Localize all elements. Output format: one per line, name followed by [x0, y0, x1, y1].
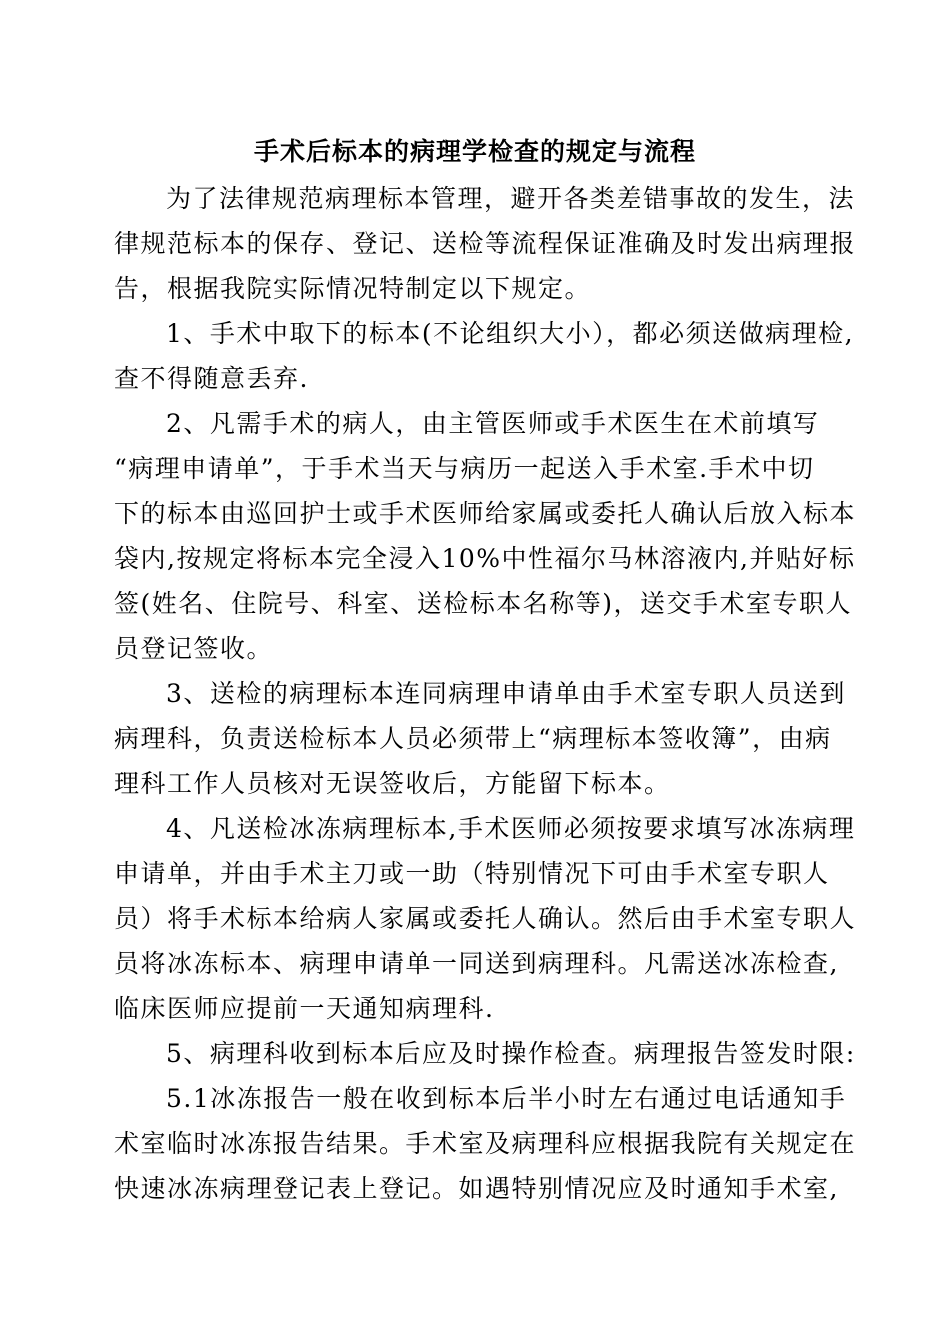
text-line: 术室临时冰冻报告结果。手术室及病理科应根据我院有关规定在: [114, 1129, 857, 1158]
text-line: 3、送检的病理标本连同病理申请单由手术室专职人员送到: [166, 679, 846, 708]
text-line: 告，根据我院实际情况特制定以下规定。: [114, 274, 592, 303]
paragraph: [114, 1076, 857, 1211]
text-line: 病理科，负责送检标本人员必须带上“病理标本签收簿”，由病: [114, 724, 832, 753]
paragraph: [114, 311, 855, 401]
text-line: 员将冰冻标本、病理申请单一同送到病理科。凡需送冰冻检查,: [114, 949, 839, 978]
text-line: 1、手术中取下的标本(不论组织大小），都必须送做病理检,: [166, 319, 855, 348]
text-line: 理科工作人员核对无误签收后，方能留下标本。: [114, 769, 671, 798]
text-line: 5、病理科收到标本后应及时操作检查。病理报告签发时限:: [166, 1039, 856, 1068]
text-line: 临床医师应提前一天通知病理科.: [114, 994, 495, 1023]
paragraph: [114, 671, 846, 806]
text-line: 2、凡需手术的病人，由主管医师或手术医生在术前填写: [166, 409, 820, 438]
text-line: 申请单，并由手术主刀或一助（特别情况下可由手术室专职人: [114, 859, 830, 888]
document-title: 手术后标本的病理学检查的规定与流程: [253, 137, 696, 166]
text-line: 下的标本由巡回护士或手术医师给家属或委托人确认后放入标本: [114, 499, 857, 528]
text-line: “病理申请单”，于手术当天与病历一起送入手术室.手术中切: [114, 454, 815, 483]
text-line: 快速冰冻病理登记表上登记。如遇特别情况应及时通知手术室,: [114, 1174, 839, 1203]
paragraph: [114, 176, 857, 311]
document-body: [114, 176, 857, 1211]
text-line: 员登记签收。: [114, 634, 274, 663]
text-line: 4、凡送检冰冻病理标本,手术医师必须按要求填写冰冻病理: [166, 814, 856, 843]
text-line: 5.1冰冻报告一般在收到标本后半小时左右通过电话通知手: [166, 1084, 847, 1113]
text-line: 为了法律规范病理标本管理，避开各类差错事故的发生，法: [166, 184, 856, 213]
paragraph: [114, 806, 857, 1031]
text-line: 查不得随意丢弃.: [114, 364, 309, 393]
text-line: 员）将手术标本给病人家属或委托人确认。然后由手术室专职人: [114, 904, 857, 933]
paragraph: [114, 1031, 856, 1076]
text-line: 袋内,按规定将标本完全浸入10%中性福尔马林溶液内,并贴好标: [114, 544, 856, 573]
text-line: 签(姓名、住院号、科室、送检标本名称等)，送交手术室专职人: [114, 589, 853, 618]
text-line: 律规范标本的保存、登记、送检等流程保证准确及时发出病理报: [114, 229, 857, 258]
paragraph: [114, 401, 857, 671]
